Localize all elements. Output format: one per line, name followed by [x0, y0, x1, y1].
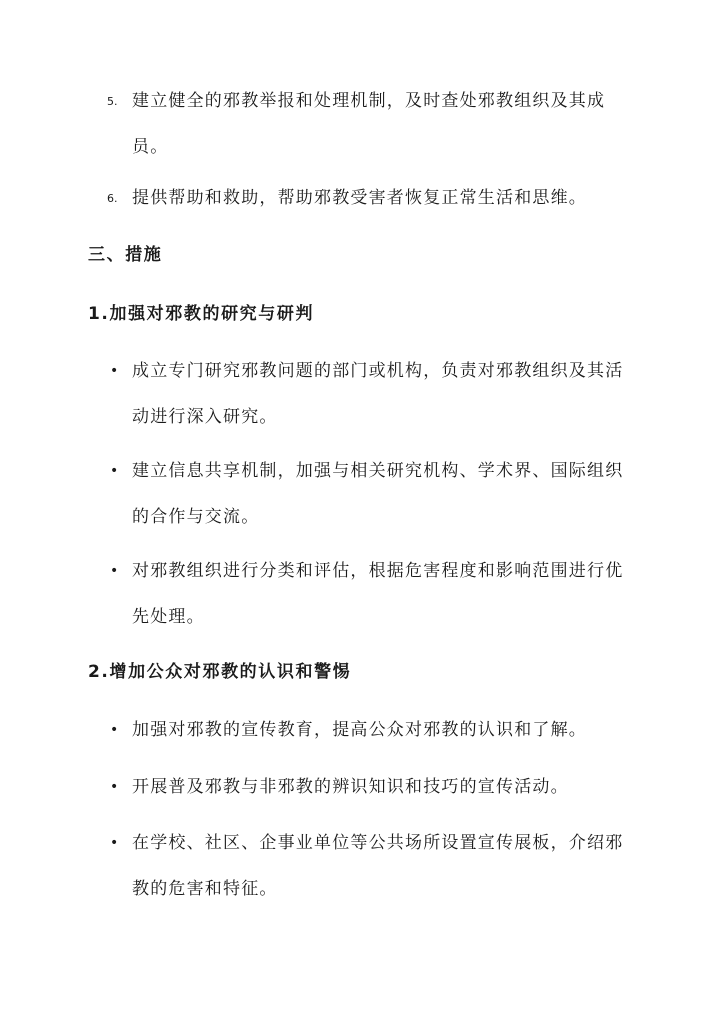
bullet-text: 开展普及邪教与非邪教的辨识知识和技巧的宣传活动。 — [132, 777, 569, 797]
bullet-text: 加强对邪教的宣传教育，提高公众对邪教的认识和了解。 — [132, 720, 587, 740]
bullet-icon: • — [110, 779, 119, 795]
subsection-heading: 2.增加公众对邪教的认识和警惕 — [88, 662, 352, 682]
bullet-icon: • — [110, 463, 119, 479]
bullet-icon: • — [110, 835, 119, 851]
item-text: 建立健全的邪教举报和处理机制，及时查处邪教组织及其成员。 — [132, 91, 606, 157]
item-text: 提供帮助和救助，帮助邪教受害者恢复正常生活和思维。 — [132, 188, 587, 208]
bullet-text: 成立专门研究邪教问题的部门或机构，负责对邪教组织及其活动进行深入研究。 — [132, 361, 624, 427]
section-heading: 三、措施 — [88, 245, 163, 265]
bullet-icon: • — [110, 363, 119, 379]
bullet-text: 建立信息共享机制，加强与相关研究机构、学术界、国际组织的合作与交流。 — [132, 461, 624, 527]
subsection-heading: 1.加强对邪教的研究与研判 — [88, 304, 315, 324]
bullet-text: 在学校、社区、企事业单位等公共场所设置宣传展板，介绍邪教的危害和特征。 — [132, 833, 624, 899]
item-number: 5. — [107, 95, 118, 108]
bullet-icon: • — [110, 722, 119, 738]
item-number: 6. — [107, 192, 118, 205]
bullet-text: 对邪教组织进行分类和评估，根据危害程度和影响范围进行优先处理。 — [132, 561, 624, 627]
bullet-icon: • — [110, 563, 119, 579]
